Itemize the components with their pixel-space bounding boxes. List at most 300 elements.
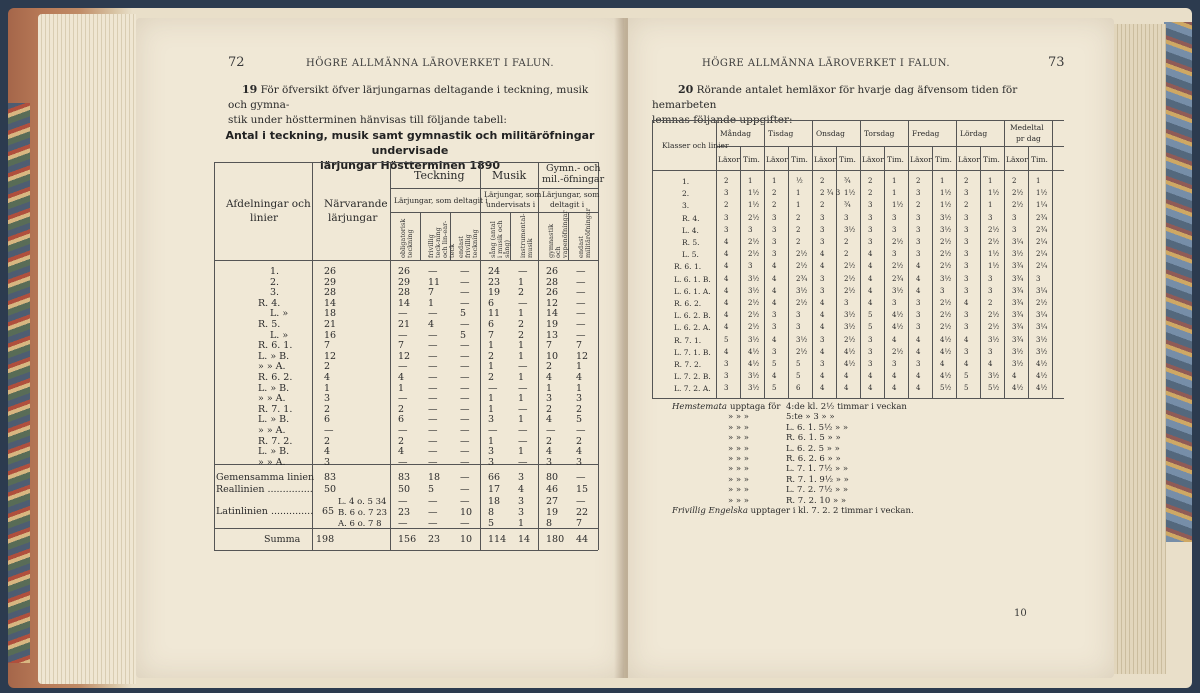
table-cell: —: [428, 496, 438, 507]
table-cell: 2½: [796, 250, 808, 259]
header-klasser: Klasser och linier: [662, 141, 729, 150]
page-number-right: 73: [1048, 55, 1065, 70]
group-label: Reallinien ...............: [216, 484, 313, 495]
sub-header-laxor: Läxor: [1006, 155, 1028, 164]
table-cell: 3: [488, 414, 495, 426]
sub-header-tim: Tim.: [983, 155, 1000, 164]
row-label: L. » B.: [258, 446, 290, 458]
table-cell: 2½: [940, 250, 952, 259]
group-label: Latinlinien ..............: [216, 506, 314, 517]
table-cell: ½: [796, 177, 803, 185]
table-cell: 4: [724, 323, 729, 332]
table-cell: 2: [518, 329, 525, 341]
row-label: R. 7. 2.: [258, 435, 293, 447]
table-cell: —: [576, 329, 586, 341]
table-cell: 4: [724, 238, 729, 246]
table-cell: 2½: [748, 250, 760, 259]
table-title: Antal i teckning, musik samt gymnastik och militäröfningar undervisade lärjungar Höstterminen 1890: [225, 129, 595, 172]
table-cell: 29: [398, 276, 411, 288]
row-narvarande: 16: [324, 329, 337, 341]
table-cell: 3½: [748, 274, 760, 283]
table-cell: 2½: [892, 262, 904, 271]
table-cell: 4: [518, 484, 525, 495]
row-narvarande: —: [324, 425, 334, 436]
table-cell: ¾: [844, 177, 851, 185]
table-cell: —: [428, 361, 438, 373]
table-cell: 3: [964, 311, 969, 320]
table-cell: 3½: [796, 286, 808, 295]
table-cell: 3: [820, 360, 825, 368]
table-cell: 3: [892, 213, 897, 222]
table-cell: 3: [916, 360, 921, 368]
table-cell: —: [428, 425, 438, 436]
group-label: Gemensamma linien: [216, 472, 315, 483]
table-cell: 7: [546, 340, 553, 352]
paragraph-20-line-2: lemnas följande uppgifter:: [652, 114, 793, 126]
table-cell: 2: [576, 435, 583, 447]
row-label: R. 5.: [682, 238, 700, 247]
table-cell: 3: [772, 213, 777, 222]
running-header-right: HÖGRE ALLMÄNNA LÄROVERKET I FALUN.: [702, 58, 951, 69]
table-cell: 2: [796, 225, 801, 234]
table-cell: —: [398, 361, 408, 373]
sub-header-tim: Tim.: [1031, 155, 1048, 164]
header-teckning: Teckning: [414, 169, 465, 182]
table-cell: 1: [488, 393, 495, 405]
subheader-gymn-1: Lärjungar, som: [542, 190, 600, 199]
table-cell: 1: [576, 382, 583, 394]
day-header: Onsdag: [816, 129, 845, 138]
table-cell: 2½: [796, 262, 808, 271]
table-cell: —: [460, 297, 470, 309]
table-cell: 5: [428, 484, 435, 495]
table-cell: 26: [546, 266, 559, 277]
table-cell: 3: [868, 360, 873, 368]
group-n: 65: [322, 506, 335, 517]
row-label: » » A.: [258, 393, 286, 405]
table-cell: 3: [916, 299, 921, 307]
table-cell: 3: [724, 189, 729, 198]
sub-header-laxor: Läxor: [910, 155, 932, 164]
table-cell: 2½: [892, 347, 904, 356]
row-label: L. 7. 2. B.: [674, 372, 711, 382]
table-cell: 4: [428, 319, 435, 330]
paragraph-line-2: stik under höstterminen hänvisas till följande tabell:: [228, 114, 507, 126]
row-label: R. 4.: [258, 297, 281, 309]
table-cell: —: [460, 425, 470, 436]
table-cell: 2 ¾ 3: [820, 189, 841, 198]
table-cell: 5: [576, 414, 583, 426]
subheader-musik-2: undervisats i: [486, 200, 536, 209]
table-cell: 4: [576, 446, 583, 458]
table-cell: 1½: [892, 201, 904, 210]
table-cell: 1: [398, 382, 405, 394]
note-prefix: » » »: [728, 422, 750, 433]
table-cell: 3: [724, 372, 729, 381]
table-cell: —: [518, 297, 528, 309]
table-cell: 4: [820, 347, 825, 356]
row-label: R. 7. 2.: [674, 360, 702, 369]
header-gymn-2: mil.-öfningar: [542, 174, 605, 185]
row-label: L. 7. 2. A.: [674, 384, 711, 394]
table-cell: 1: [518, 372, 525, 383]
row-label: L. »: [270, 308, 289, 320]
table-cell: —: [460, 435, 470, 447]
table-cell: 3¼: [1036, 311, 1048, 320]
rotated-column-header: endast frivillig teckning: [457, 229, 479, 258]
table-cell: 28: [546, 276, 559, 288]
header-narvarande: Närvarande: [324, 198, 388, 210]
sum-cell: 156: [398, 534, 417, 545]
row-label: » » A.: [258, 456, 286, 468]
table-cell: 3: [820, 225, 825, 234]
table-cell: 19: [488, 287, 501, 299]
marbled-edge-right: [1164, 22, 1192, 542]
row-narvarande: 4: [324, 446, 331, 458]
table-cell: 2: [488, 372, 495, 383]
table-cell: 4: [772, 372, 777, 381]
table-cell: 4½: [892, 311, 904, 320]
note-prefix: » » »: [728, 433, 750, 444]
table-cell: 2½: [988, 225, 1000, 234]
day-header: Måndag: [720, 129, 752, 138]
table-cell: 1: [1036, 177, 1041, 185]
table-cell: 2½: [1012, 201, 1024, 210]
row-label: 2.: [270, 276, 280, 288]
table-cell: 1: [988, 201, 993, 210]
table-cell: 4½: [940, 335, 952, 344]
table-cell: —: [576, 496, 586, 507]
table-cell: 7: [576, 518, 583, 529]
table-cell: 5: [964, 384, 969, 393]
table-cell: 3: [748, 225, 753, 234]
table-cell: 4: [892, 384, 897, 393]
table-cell: 1½: [748, 201, 760, 210]
table-cell: 4: [916, 347, 921, 356]
table-cell: 4: [820, 299, 825, 307]
table-cell: 1: [518, 518, 525, 529]
sum-cell: 23: [428, 534, 441, 545]
table-cell: ¾: [844, 201, 851, 210]
table-cell: 2½: [892, 238, 904, 246]
table-cell: 4: [724, 299, 729, 307]
table-cell: 6: [488, 319, 495, 330]
table-cell: —: [428, 393, 438, 405]
table-cell: 3: [964, 189, 969, 198]
table-cell: 3: [964, 213, 969, 222]
table-cell: 5: [868, 323, 873, 332]
note-prefix: » » »: [728, 485, 750, 496]
table-cell: —: [460, 340, 470, 352]
table-cell: 12: [546, 297, 559, 309]
subheader-gymn-2: deltagit i: [550, 200, 585, 209]
table-cell: 1: [748, 177, 753, 185]
row-label: L. » B.: [258, 350, 290, 362]
row-narvarande: 7: [324, 340, 331, 352]
table-cell: 10: [546, 350, 559, 362]
table-cell: 3: [844, 299, 849, 307]
table-cell: 2: [988, 299, 993, 307]
row-label: 2.: [682, 189, 690, 199]
row-label: L. »: [270, 329, 289, 341]
table-cell: 3: [772, 250, 777, 259]
table-cell: 3: [964, 262, 969, 271]
sum-n: 198: [316, 534, 335, 545]
sub-header-laxor: Läxor: [718, 155, 740, 164]
table-cell: 2: [844, 250, 849, 259]
table-cell: —: [576, 319, 586, 330]
table-cell: 21: [398, 319, 411, 330]
table-cell: —: [518, 361, 528, 373]
sub-header-tim: Tim.: [743, 155, 760, 164]
row-narvarande: 1: [324, 382, 331, 394]
subheader-musik-1: Lärjungar, som: [484, 190, 542, 199]
table-cell: 6: [796, 384, 801, 393]
table-cell: 3: [518, 507, 525, 518]
table-cell: 3: [1036, 274, 1041, 283]
note-prefix: » » »: [728, 412, 750, 423]
table-cell: 2: [546, 361, 553, 373]
table-cell: —: [576, 276, 586, 288]
table-cell: 50: [398, 484, 411, 495]
table-cell: 4: [772, 299, 777, 307]
table-cell: 4: [820, 311, 825, 320]
table-cell: 26: [398, 266, 411, 277]
table-cell: 3½: [940, 213, 952, 222]
table-cell: 8: [546, 518, 553, 529]
table-cell: 2½: [1012, 189, 1024, 198]
header-afdelningar: Afdelningar och: [226, 198, 311, 210]
table-cell: 10: [460, 507, 473, 518]
table-cell: 3½: [1012, 360, 1024, 368]
table-cell: —: [398, 393, 408, 405]
note-text: L. 6. 2. 5 » »: [786, 443, 840, 454]
table-cell: 3¾: [1012, 323, 1024, 332]
table-cell: 3: [964, 238, 969, 246]
table-cell: 1: [518, 350, 525, 362]
table-cell: 1: [576, 361, 583, 373]
table-cell: 4: [724, 250, 729, 259]
table-cell: —: [428, 518, 438, 529]
table-cell: 4: [916, 372, 921, 381]
row-label: L. 4.: [682, 225, 699, 235]
table-cell: 3: [1012, 225, 1017, 234]
table-cell: 2: [964, 177, 969, 185]
sum-label: Summa: [264, 534, 301, 545]
row-label: R. 7. 1.: [258, 403, 293, 415]
table-cell: 3: [916, 323, 921, 332]
table-cell: 15: [576, 484, 589, 495]
table-cell: —: [428, 403, 438, 415]
table-cell: 2: [546, 403, 553, 415]
row-label: L. 6. 1. A.: [674, 286, 711, 296]
table-cell: 2: [796, 238, 801, 246]
table-cell: 2½: [940, 323, 952, 332]
table-cell: 23: [488, 276, 501, 288]
table-cell: —: [488, 382, 498, 394]
table-cell: 19: [546, 319, 559, 330]
table-cell: 4: [546, 414, 553, 426]
table-cell: —: [398, 329, 408, 341]
table-cell: 1½: [940, 201, 952, 210]
table-cell: —: [460, 287, 470, 299]
table-cell: 2: [868, 177, 873, 185]
rotated-column-header: frivillig teck-ning och lin-ear-teck: [427, 220, 456, 258]
table-cell: 6: [488, 297, 495, 309]
table-cell: 3: [892, 299, 897, 307]
table-cell: 3½: [1012, 250, 1024, 259]
note-prefix: upptaga för: [730, 402, 781, 412]
table-cell: —: [428, 372, 438, 383]
paragraph-number: 19: [242, 83, 258, 96]
table-cell: 3¾: [1012, 335, 1024, 344]
paragraph-line-1: För öfversikt öfver lärjungarnas deltagande i teckning, musik och gymna-: [228, 84, 589, 111]
table-cell: 7: [488, 329, 495, 341]
table-cell: 5: [868, 311, 873, 320]
table-cell: 80: [546, 472, 559, 483]
table-cell: 14: [398, 297, 411, 309]
note-text: L. 6. 1. 5½ » »: [786, 422, 849, 433]
table-cell: 2½: [988, 238, 1000, 246]
table-cell: 2½: [748, 238, 760, 246]
table-cell: 3: [772, 238, 777, 246]
table-cell: 3: [576, 393, 583, 405]
table-cell: 1½: [844, 189, 856, 198]
row-narvarande: 3: [324, 393, 331, 405]
sub-header-tim: Tim.: [935, 155, 952, 164]
table-cell: 14: [546, 308, 559, 320]
table-cell: 18: [488, 496, 501, 507]
sum-cell: 10: [460, 534, 473, 545]
table-cell: 2: [398, 435, 405, 447]
row-label: » » A.: [258, 361, 286, 373]
row-label: L. » B.: [258, 414, 290, 426]
row-label: R. 4.: [682, 213, 700, 223]
table-cell: 2: [868, 189, 873, 198]
table-cell: 1: [772, 177, 777, 185]
table-cell: 4: [772, 274, 777, 283]
table-cell: 4: [868, 274, 873, 283]
table-cell: 2½: [748, 323, 760, 332]
table-cell: 3¼: [1036, 323, 1048, 332]
paragraph-20-line-1: Rörande antalet hemläxor för hvarje dag äfvensom tiden för hemarbeten: [652, 84, 1018, 111]
sum-cell: 180: [546, 534, 565, 545]
header-gymn: Gymn.- och: [546, 163, 601, 174]
table-cell: 4: [398, 372, 405, 383]
table-cell: 4: [892, 372, 897, 381]
row-narvarande: 6: [324, 414, 331, 426]
table-cell: 5: [772, 384, 777, 393]
note-text: 4:de kl. 2½ timmar i veckan: [786, 402, 907, 412]
sum-cell: 114: [488, 534, 507, 545]
table-cell: 3: [916, 238, 921, 246]
table-cell: 3: [724, 360, 729, 368]
note-text: L. 7. 2. 7½ » »: [786, 485, 849, 496]
table-cell: —: [460, 496, 470, 507]
table-cell: 3¾: [1012, 262, 1024, 271]
table-cell: 4½: [1036, 360, 1048, 368]
sub-header-laxor: Läxor: [862, 155, 884, 164]
table-cell: 3: [892, 225, 897, 234]
table-cell: 2: [820, 177, 825, 185]
table-cell: 2: [916, 201, 921, 210]
table-cell: 3: [820, 335, 825, 344]
table-cell: —: [398, 496, 408, 507]
table-cell: —: [428, 456, 438, 468]
table-cell: 19: [546, 507, 559, 518]
table-cell: 3: [820, 213, 825, 222]
table-cell: —: [460, 403, 470, 415]
table-cell: 3: [940, 286, 945, 295]
table-cell: 3: [724, 225, 729, 234]
table-cell: —: [576, 287, 586, 299]
table-cell: 3: [772, 323, 777, 332]
rotated-column-header: sång (antal i musik och sång): [489, 220, 511, 258]
table-cell: 3: [488, 456, 495, 468]
note-text: 5:te » 3 » »: [786, 412, 835, 423]
row-narvarande: 18: [324, 308, 337, 320]
table-cell: —: [518, 403, 528, 415]
table-cell: 1½: [988, 262, 1000, 271]
group-n: 83: [324, 472, 337, 483]
table-cell: 3: [772, 347, 777, 356]
table-cell: —: [428, 340, 438, 352]
table-cell: 1: [488, 361, 495, 373]
sub-header-tim: Tim.: [791, 155, 808, 164]
table-cell: 1½: [1036, 189, 1048, 198]
table-cell: 2½: [940, 311, 952, 320]
table-cell: 4: [820, 262, 825, 271]
table-cell: —: [460, 372, 470, 383]
table-cell: 18: [428, 472, 441, 483]
table-cell: 2½: [796, 347, 808, 356]
table-cell: —: [576, 266, 586, 277]
latin-subrow-label: L. 4 o. 5 34: [338, 497, 387, 507]
latin-subrow-label: A. 6 o. 7 8: [338, 519, 382, 529]
table-cell: 12: [398, 350, 411, 362]
table-cell: 3: [546, 393, 553, 405]
table-cell: —: [576, 425, 586, 436]
table-cell: 3: [916, 225, 921, 234]
table-cell: 7: [398, 340, 405, 352]
table-cell: 4: [772, 286, 777, 295]
table-cell: 1: [518, 393, 525, 405]
table-cell: 4: [724, 262, 729, 271]
table-cell: 2½: [748, 299, 760, 307]
table-cell: 3: [964, 323, 969, 332]
table-cell: 1: [988, 177, 993, 185]
header-musik: Musik: [492, 169, 527, 182]
table-cell: 4: [844, 384, 849, 393]
row-narvarande: 26: [324, 266, 337, 277]
table-cell: 11: [488, 308, 501, 320]
table-cell: 4: [724, 286, 729, 295]
table-cell: 4: [916, 384, 921, 393]
note-text: R. 7. 1. 9½ » »: [786, 474, 849, 485]
table-cell: 2: [844, 238, 849, 246]
table-cell: —: [460, 266, 470, 277]
table-cell: —: [428, 382, 438, 394]
table-cell: 3: [748, 262, 753, 271]
table-cell: 3½: [748, 372, 760, 381]
row-narvarande: 29: [324, 276, 337, 288]
table-cell: 2: [796, 213, 801, 222]
hemlaxor-table: [652, 120, 1064, 398]
table-cell: 3: [796, 323, 801, 332]
table-cell: 2¼: [1036, 250, 1048, 259]
table-cell: 4: [820, 372, 825, 381]
note-text: L. 7. 1. 7½ » »: [786, 464, 849, 475]
